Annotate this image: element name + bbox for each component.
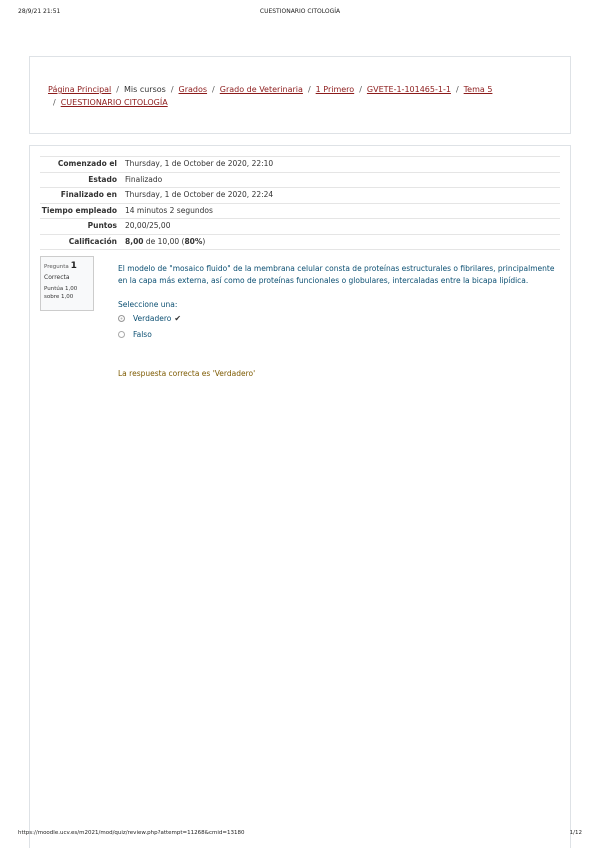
summary-value: Thursday, 1 de October de 2020, 22:24 xyxy=(125,190,274,199)
breadcrumb-separator: / xyxy=(307,85,311,94)
correct-answer-feedback: La respuesta correcta es 'Verdadero' xyxy=(118,369,256,378)
radio-button[interactable] xyxy=(118,331,125,338)
print-url: https://moodle.ucv.es/m2021/mod/quiz/review.php?attempt=11268&cmid=13180 xyxy=(18,830,245,836)
summary-row xyxy=(40,234,560,250)
breadcrumb-separator: / xyxy=(455,85,459,94)
main-content xyxy=(29,145,571,848)
grade-percent: 80% xyxy=(184,236,203,246)
breadcrumb-grados-link[interactable]: Grados xyxy=(178,85,208,94)
answer-option-falso[interactable] xyxy=(118,330,152,339)
breadcrumb-separator: / xyxy=(170,85,174,94)
question-text: El modelo de "mosaico fluido" de la membrana celular consta de proteínas estructurales o fibrilares, principalmente en la capa más externa, así como de proteínas funcionales o globulares, intercaladas entre la bicapa lipídica. xyxy=(118,264,555,285)
attempt-summary-table xyxy=(40,156,560,250)
grade-max: de 10,00 ( xyxy=(143,236,185,246)
summary-row xyxy=(40,219,560,235)
summary-label: Comenzado el xyxy=(57,159,117,168)
breadcrumb-home-link[interactable]: Página Principal xyxy=(48,85,112,94)
summary-grade-value xyxy=(122,234,560,250)
summary-value: Thursday, 1 de October de 2020, 22:10 xyxy=(125,159,274,168)
summary-value: Finalizado xyxy=(125,174,163,184)
summary-label: Estado xyxy=(88,174,117,184)
summary-label: Tiempo empleado xyxy=(41,205,117,215)
summary-value: 20,00/25,00 xyxy=(125,221,171,230)
breadcrumb-primero-link[interactable]: 1 Primero xyxy=(315,85,355,94)
breadcrumb-course-link[interactable]: GVETE-1-101465-1-1 xyxy=(366,85,451,94)
breadcrumb-separator: / xyxy=(212,85,215,94)
answer-option-label: Falso xyxy=(133,330,152,339)
correct-check-icon: ✔ xyxy=(174,314,182,323)
summary-row xyxy=(40,203,560,219)
answer-option-label: Verdadero xyxy=(133,314,172,323)
summary-row xyxy=(40,172,560,188)
question-label: Pregunta xyxy=(44,264,69,270)
breadcrumb-tema-link[interactable]: Tema 5 xyxy=(463,85,493,94)
breadcrumb-quiz-link[interactable]: CUESTIONARIO CITOLOGÍA xyxy=(60,98,168,107)
summary-row xyxy=(40,188,560,204)
breadcrumb-separator: / xyxy=(53,98,56,107)
summary-value: 14 minutos 2 segundos xyxy=(125,205,213,215)
grade-close: ) xyxy=(202,236,206,246)
summary-label: Calificación xyxy=(68,236,117,246)
answer-prompt: Seleccione una: xyxy=(118,300,178,309)
question-grade: Puntúa 1,00 sobre 1,00 xyxy=(44,286,78,300)
print-date: 28/9/21 21:51 xyxy=(18,8,61,15)
breadcrumb-veterinaria-link[interactable]: Grado de Veterinaria xyxy=(219,85,303,94)
summary-label: Puntos xyxy=(87,221,117,230)
summary-row xyxy=(40,157,560,173)
print-title: CUESTIONARIO CITOLOGÍA xyxy=(259,8,341,15)
breadcrumb xyxy=(48,83,553,109)
grade-score: 8,00 xyxy=(125,236,144,246)
question-info-box xyxy=(40,256,94,311)
breadcrumb-separator: / xyxy=(116,85,119,94)
question-state: Correcta xyxy=(44,274,70,281)
question-number: 1 xyxy=(70,261,77,271)
breadcrumb-container xyxy=(29,56,571,134)
answer-option-verdadero[interactable] xyxy=(118,314,181,323)
radio-button-checked[interactable] xyxy=(118,315,125,322)
print-page-number: 1/12 xyxy=(569,830,582,836)
breadcrumb-separator: / xyxy=(359,85,362,94)
breadcrumb-my-courses: Mis cursos xyxy=(123,85,166,94)
summary-label: Finalizado en xyxy=(60,190,117,199)
